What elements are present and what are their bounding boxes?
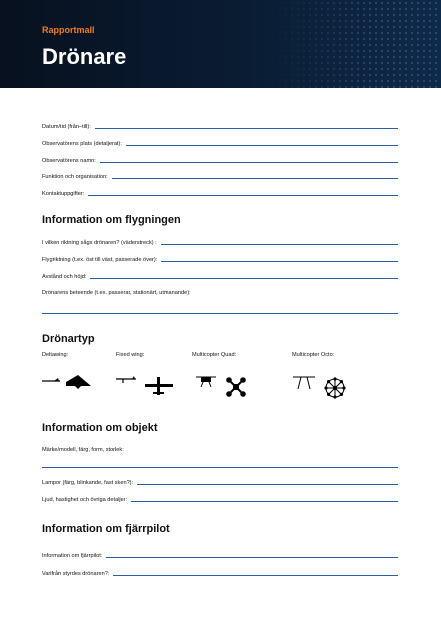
section-heading-drone-type: Drönartyp xyxy=(42,333,95,345)
header-kicker: Rapportmall xyxy=(42,25,95,35)
field-contact[interactable] xyxy=(42,187,398,197)
behaviour-input-line[interactable] xyxy=(42,313,398,314)
field-label: Datum/tid (från–till): xyxy=(42,124,91,130)
header-dot-pattern xyxy=(271,0,441,88)
field-label: Avstånd och höjd: xyxy=(42,274,87,280)
input-line[interactable] xyxy=(90,278,398,279)
quadcopter-top-icon[interactable] xyxy=(226,377,246,397)
field-date-time[interactable] xyxy=(42,120,398,130)
field-lights[interactable] xyxy=(42,476,398,486)
field-sound-speed[interactable] xyxy=(42,493,398,503)
field-label: Information om fjärrpilot: xyxy=(42,553,103,559)
input-line[interactable] xyxy=(95,128,398,129)
input-line[interactable] xyxy=(131,501,398,502)
field-pilot-info[interactable] xyxy=(42,549,398,559)
field-label: Lampor (färg, blinkande, fast sken?): xyxy=(42,480,134,486)
field-observer-name[interactable] xyxy=(42,154,398,164)
input-line[interactable] xyxy=(100,162,398,163)
field-behaviour-label xyxy=(42,286,195,296)
section-heading-flight: Information om flygningen xyxy=(42,214,181,226)
octocopter-top-icon[interactable] xyxy=(324,377,346,399)
input-line[interactable] xyxy=(106,557,398,558)
octocopter-side-icon[interactable] xyxy=(293,376,315,390)
quadcopter-side-icon[interactable] xyxy=(196,376,216,388)
field-label: Observatörens plats (detaljerat): xyxy=(42,141,122,147)
input-line[interactable] xyxy=(137,484,398,485)
page-title: Drönare xyxy=(42,44,127,69)
field-label: Observatörens namn: xyxy=(42,158,96,164)
input-line[interactable] xyxy=(161,261,398,262)
field-label: Flygriktning (t.ex. öst till väst, passerade över): xyxy=(42,257,158,263)
field-label: Varifrån styrdes drönaren?: xyxy=(42,571,110,577)
drone-type-label-quad: Multicopter Quad: xyxy=(192,352,237,358)
drone-type-label-fixed-wing: Fixed wing: xyxy=(116,352,145,358)
input-line[interactable] xyxy=(126,145,398,146)
field-function-org[interactable] xyxy=(42,170,398,180)
deltawing-top-icon[interactable] xyxy=(64,374,92,390)
input-line[interactable] xyxy=(113,575,398,576)
input-line[interactable] xyxy=(112,178,398,179)
field-make-label xyxy=(42,443,128,453)
fixed-wing-side-icon[interactable] xyxy=(116,375,136,385)
field-observer-location[interactable] xyxy=(42,137,398,147)
section-heading-object: Information om objekt xyxy=(42,422,158,434)
input-line[interactable] xyxy=(88,195,398,196)
field-label: Kontaktuppgifter: xyxy=(42,191,85,197)
field-distance-height[interactable] xyxy=(42,270,398,280)
field-pilot-location[interactable] xyxy=(42,567,398,577)
field-flight-direction[interactable] xyxy=(42,253,398,263)
section-heading-pilot: Information om fjärrpilot xyxy=(42,523,170,535)
field-label: Ljud, hastighet och övriga detaljer: xyxy=(42,497,128,503)
drone-type-label-octo: Multicopter Octo: xyxy=(292,352,335,358)
field-label: Drönarens beteende (t.ex. passerar, stationärt, utmanande): xyxy=(42,290,191,296)
field-label: Märke/modell, färg, form, storlek: xyxy=(42,447,124,453)
input-line[interactable] xyxy=(161,244,398,245)
fixed-wing-top-icon[interactable] xyxy=(145,377,173,395)
field-label: Funktion och organisation: xyxy=(42,174,108,180)
field-label: I vilken riktning sågs drönaren? (väderstreck) : xyxy=(42,240,157,246)
header-banner xyxy=(0,0,441,88)
field-direction-seen[interactable] xyxy=(42,236,398,246)
make-input-line[interactable] xyxy=(42,467,398,468)
drone-type-label-deltawing: Deltawing: xyxy=(42,352,69,358)
deltawing-side-icon[interactable] xyxy=(42,376,60,386)
